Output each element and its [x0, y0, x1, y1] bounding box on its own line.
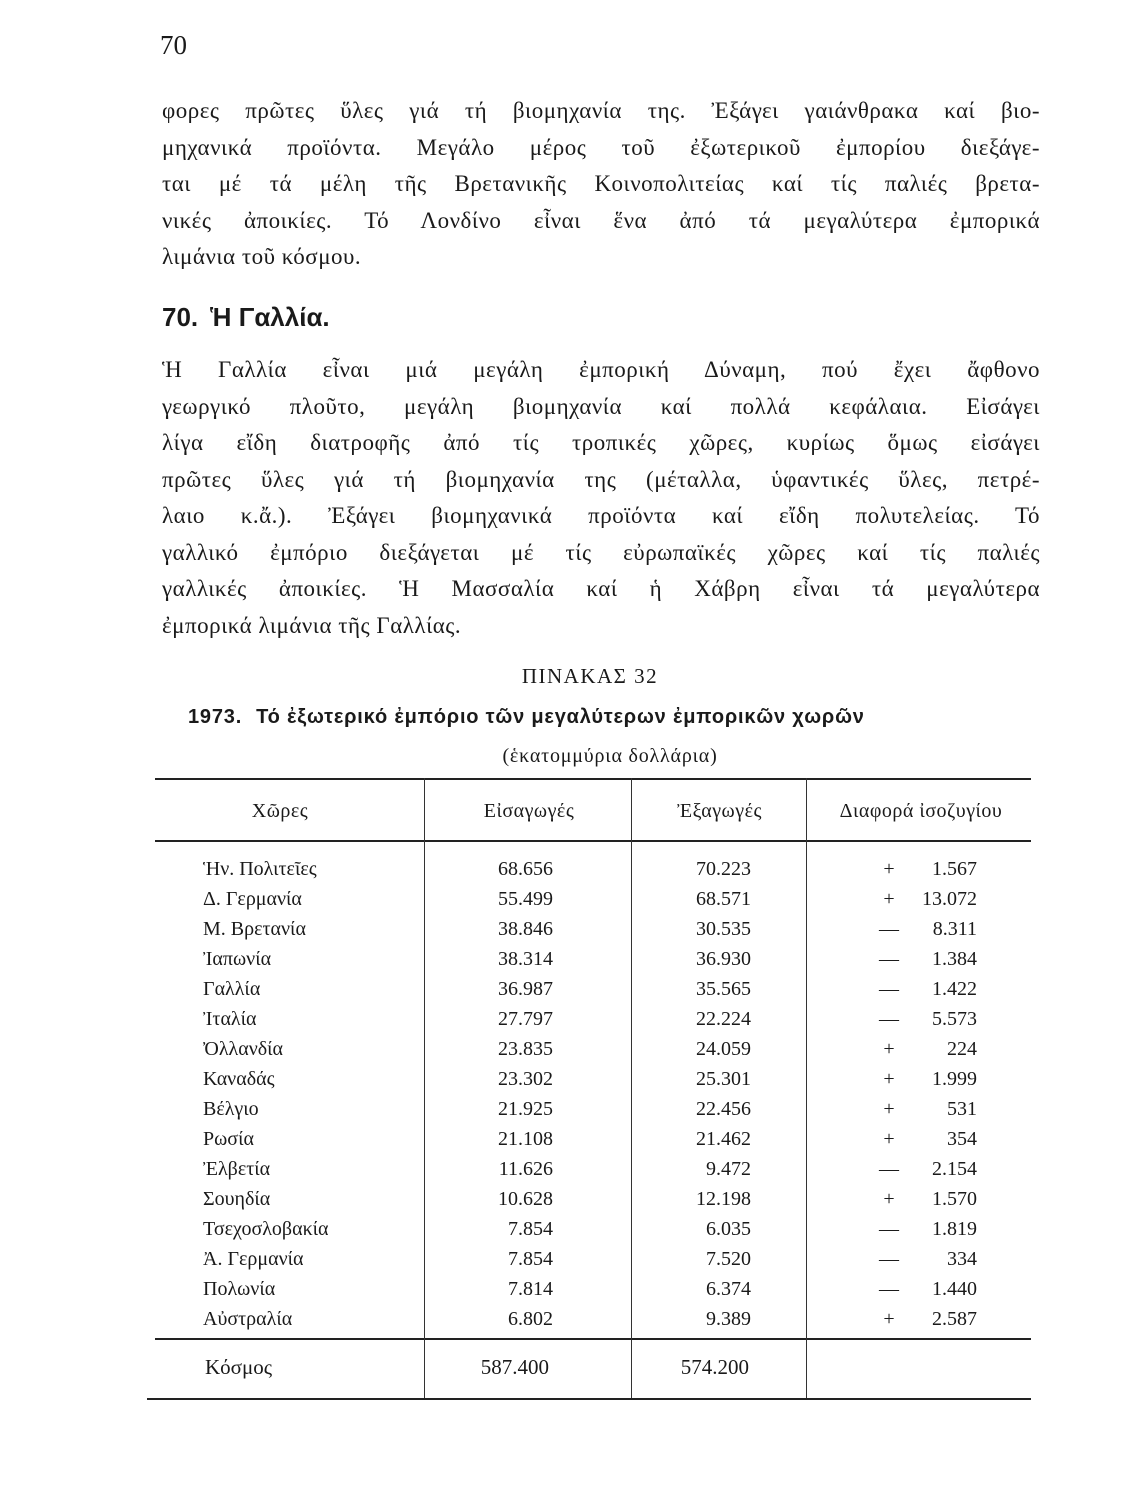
cell-country: Καναδάς: [203, 1068, 275, 1090]
cell-balance-sign: +: [883, 1098, 895, 1120]
table-row: [155, 1304, 1031, 1334]
cell-balance: 1.567: [932, 858, 977, 880]
cell-imports: 7.814: [508, 1278, 553, 1300]
table-row: [155, 914, 1031, 944]
cell-imports: 21.925: [498, 1098, 553, 1120]
column-header-countries: Χῶρες: [251, 800, 309, 822]
table-row: [155, 1064, 1031, 1094]
cell-balance-sign: —: [879, 1218, 899, 1240]
cell-balance-sign: +: [883, 888, 895, 910]
cell-country: Δ. Γερμανία: [203, 888, 302, 910]
paragraph-britain-trade: [162, 93, 1040, 276]
cell-balance: 8.311: [932, 918, 977, 940]
cell-balance: 5.573: [932, 1008, 977, 1030]
section-number: 70.: [162, 302, 199, 332]
table-total-row: [155, 1352, 1031, 1382]
cell-imports: 7.854: [508, 1248, 553, 1270]
cell-imports: 21.108: [498, 1128, 553, 1150]
cell-balance-sign: +: [883, 1308, 895, 1330]
text-line: φορες πρῶτες ὕλες γιά τή βιομηχανία της. Ἐξάγει γαιάνθρακα καί βιο-: [162, 98, 1040, 123]
text-line: ἐμπορικά λιμάνια τῆς Γαλλίας.: [162, 612, 462, 638]
table-row: [155, 1214, 1031, 1244]
table-title-text: Τό ἐξωτερικό ἐμπόριο τῶν μεγαλύτερων ἐμπορικῶν χωρῶν: [256, 706, 865, 728]
cell-imports: 68.656: [498, 858, 553, 880]
cell-imports: 23.835: [498, 1038, 553, 1060]
table-year: 1973.: [188, 706, 243, 728]
cell-balance: 2.587: [932, 1308, 977, 1330]
cell-country: Ὀλλανδία: [203, 1038, 284, 1060]
cell-country: Ἰαπωνία: [203, 948, 272, 970]
cell-imports: 55.499: [498, 888, 553, 910]
cell-country: Ἡν. Πολιτεῖες: [203, 858, 317, 880]
cell-country: Γαλλία: [203, 978, 261, 1000]
text-line: λίγα εἴδη διατροφῆς ἀπό τίς τροπικές χῶρες, κυρίως ὅμως εἰσάγει: [162, 430, 1040, 455]
cell-exports: 68.571: [696, 888, 751, 910]
cell-exports: 9.472: [706, 1158, 751, 1180]
table-header-rule: [155, 840, 1031, 842]
cell-balance: 1.570: [932, 1188, 977, 1210]
text-line: Ἡ Γαλλία εἶναι μιά μεγάλη ἐμπορική Δύναμη, πού ἔχει ἄφθονο: [162, 357, 1040, 382]
cell-imports: 38.314: [498, 948, 553, 970]
table-row: [155, 1034, 1031, 1064]
cell-exports: 12.198: [696, 1188, 751, 1210]
table-total-rule: [155, 1338, 1031, 1340]
cell-country: Μ. Βρετανία: [203, 918, 306, 940]
cell-country: Σουηδία: [203, 1188, 271, 1210]
column-header-exports: Ἐξαγωγές: [677, 800, 762, 822]
cell-total-exports: 574.200: [680, 1355, 749, 1379]
cell-country: Τσεχοσλοβακία: [203, 1218, 329, 1240]
table-row: [155, 944, 1031, 974]
cell-balance: 334: [947, 1248, 977, 1270]
cell-balance: 531: [947, 1098, 977, 1120]
table-unit: (ἑκατομμύρια δολλάρια): [502, 745, 718, 767]
table-row: [155, 1244, 1031, 1274]
table-row: [155, 1124, 1031, 1154]
cell-balance-sign: +: [883, 1188, 895, 1210]
cell-exports: 7.520: [706, 1248, 751, 1270]
text-line: γαλλικό ἐμπόριο διεξάγεται μέ τίς εὐρωπαϊκές χῶρες καί τίς παλιές: [162, 539, 1040, 565]
cell-country: Ἐλβετία: [203, 1158, 271, 1180]
cell-exports: 25.301: [696, 1068, 751, 1090]
cell-exports: 9.389: [706, 1308, 751, 1330]
cell-imports: 38.846: [498, 918, 553, 940]
table-row: [155, 1154, 1031, 1184]
cell-exports: 22.224: [696, 1008, 751, 1030]
cell-country: Ἰταλία: [203, 1008, 257, 1030]
cell-total-imports: 587.400: [480, 1355, 549, 1379]
cell-exports: 70.223: [696, 858, 751, 880]
cell-exports: 36.930: [696, 948, 751, 970]
cell-imports: 10.628: [498, 1188, 553, 1210]
text-line: γαλλικές ἀποικίες. Ἡ Μασσαλία καί ἡ Χάβρη εἶναι τά μεγαλύτερα: [162, 576, 1040, 601]
cell-balance: 354: [947, 1128, 977, 1150]
paragraph-france-trade: [162, 352, 1040, 644]
cell-exports: 21.462: [696, 1128, 751, 1150]
cell-balance: 1.819: [932, 1218, 977, 1240]
cell-balance-sign: +: [883, 1038, 895, 1060]
cell-imports: 23.302: [498, 1068, 553, 1090]
table-title: [188, 706, 865, 729]
cell-imports: 27.797: [498, 1008, 553, 1030]
cell-exports: 30.535: [696, 918, 751, 940]
section-heading: [162, 300, 330, 334]
table-row: [155, 854, 1031, 884]
cell-balance-sign: —: [879, 1158, 899, 1180]
cell-exports: 6.374: [706, 1278, 751, 1300]
column-header-balance: Διαφορά ἰσοζυγίου: [839, 800, 1003, 822]
cell-imports: 6.802: [508, 1308, 553, 1330]
column-header-imports: Εἰσαγωγές: [483, 800, 575, 822]
cell-balance-sign: +: [883, 1128, 895, 1150]
cell-country: Πολωνία: [203, 1278, 276, 1300]
table-row: [155, 1274, 1031, 1304]
cell-exports: 22.456: [696, 1098, 751, 1120]
text-line: πρῶτες ὕλες γιά τή βιομηχανία της (μέταλλα, ὑφαντικές ὕλες, πετρέ-: [162, 466, 1040, 492]
cell-country: Βέλγιο: [203, 1098, 259, 1120]
text-line: μηχανικά προϊόντα. Μεγάλο μέρος τοῦ ἐξωτερικοῦ ἐμπορίου διεξάγε-: [162, 134, 1040, 160]
cell-balance: 1.422: [932, 978, 977, 1000]
table-row: [155, 1094, 1031, 1124]
table-label: ΠΙΝΑΚΑΣ 32: [521, 664, 659, 688]
cell-imports: 36.987: [498, 978, 553, 1000]
table-top-rule: [155, 778, 1031, 780]
table-row: [155, 974, 1031, 1004]
page-number: 70: [160, 30, 187, 60]
cell-balance-sign: —: [879, 978, 899, 1000]
text-line: λιμάνια τοῦ κόσμου.: [162, 244, 362, 269]
table-row: [155, 884, 1031, 914]
cell-balance: 1.384: [932, 948, 977, 970]
cell-balance-sign: —: [879, 948, 899, 970]
cell-balance-sign: —: [879, 918, 899, 940]
cell-balance: 13.072: [922, 888, 977, 910]
cell-exports: 35.565: [696, 978, 751, 1000]
table-row: [155, 1004, 1031, 1034]
cell-balance-sign: +: [883, 1068, 895, 1090]
text-line: νικές ἀποικίες. Τό Λονδίνο εἶναι ἕνα ἀπό τά μεγαλύτερα ἐμπορικά: [162, 207, 1040, 233]
cell-balance-sign: —: [879, 1008, 899, 1030]
cell-balance: 1.440: [932, 1278, 977, 1300]
cell-balance-sign: +: [883, 858, 895, 880]
text-line: λαιο κ.ἄ.). Ἐξάγει βιομηχανικά προϊόντα καί εἴδη πολυτελείας. Τό: [162, 503, 1040, 528]
cell-balance-sign: —: [879, 1248, 899, 1270]
cell-country: Αὐστραλία: [203, 1308, 293, 1330]
cell-balance: 1.999: [932, 1068, 977, 1090]
cell-exports: 24.059: [696, 1038, 751, 1060]
cell-country: Ἀ. Γερμανία: [203, 1248, 304, 1270]
cell-balance: 2.154: [932, 1158, 977, 1180]
cell-country: Ρωσία: [203, 1128, 254, 1150]
cell-total-label: Κόσμος: [205, 1355, 273, 1379]
text-line: ται μέ τά μέλη τῆς Βρετανικῆς Κοινοπολιτείας καί τίς παλιές βρετα-: [162, 171, 1040, 196]
cell-balance-sign: —: [879, 1278, 899, 1300]
table-row: [155, 1184, 1031, 1214]
section-title: Ἡ Γαλλία.: [210, 302, 330, 332]
cell-balance: 224: [947, 1038, 977, 1060]
cell-imports: 7.854: [508, 1218, 553, 1240]
table-bottom-rule: [147, 1398, 1031, 1400]
cell-exports: 6.035: [706, 1218, 751, 1240]
text-line: γεωργικό πλοῦτο, μεγάλη βιομηχανία καί πολλά κεφάλαια. Εἰσάγει: [162, 393, 1040, 419]
cell-imports: 11.626: [498, 1158, 553, 1180]
